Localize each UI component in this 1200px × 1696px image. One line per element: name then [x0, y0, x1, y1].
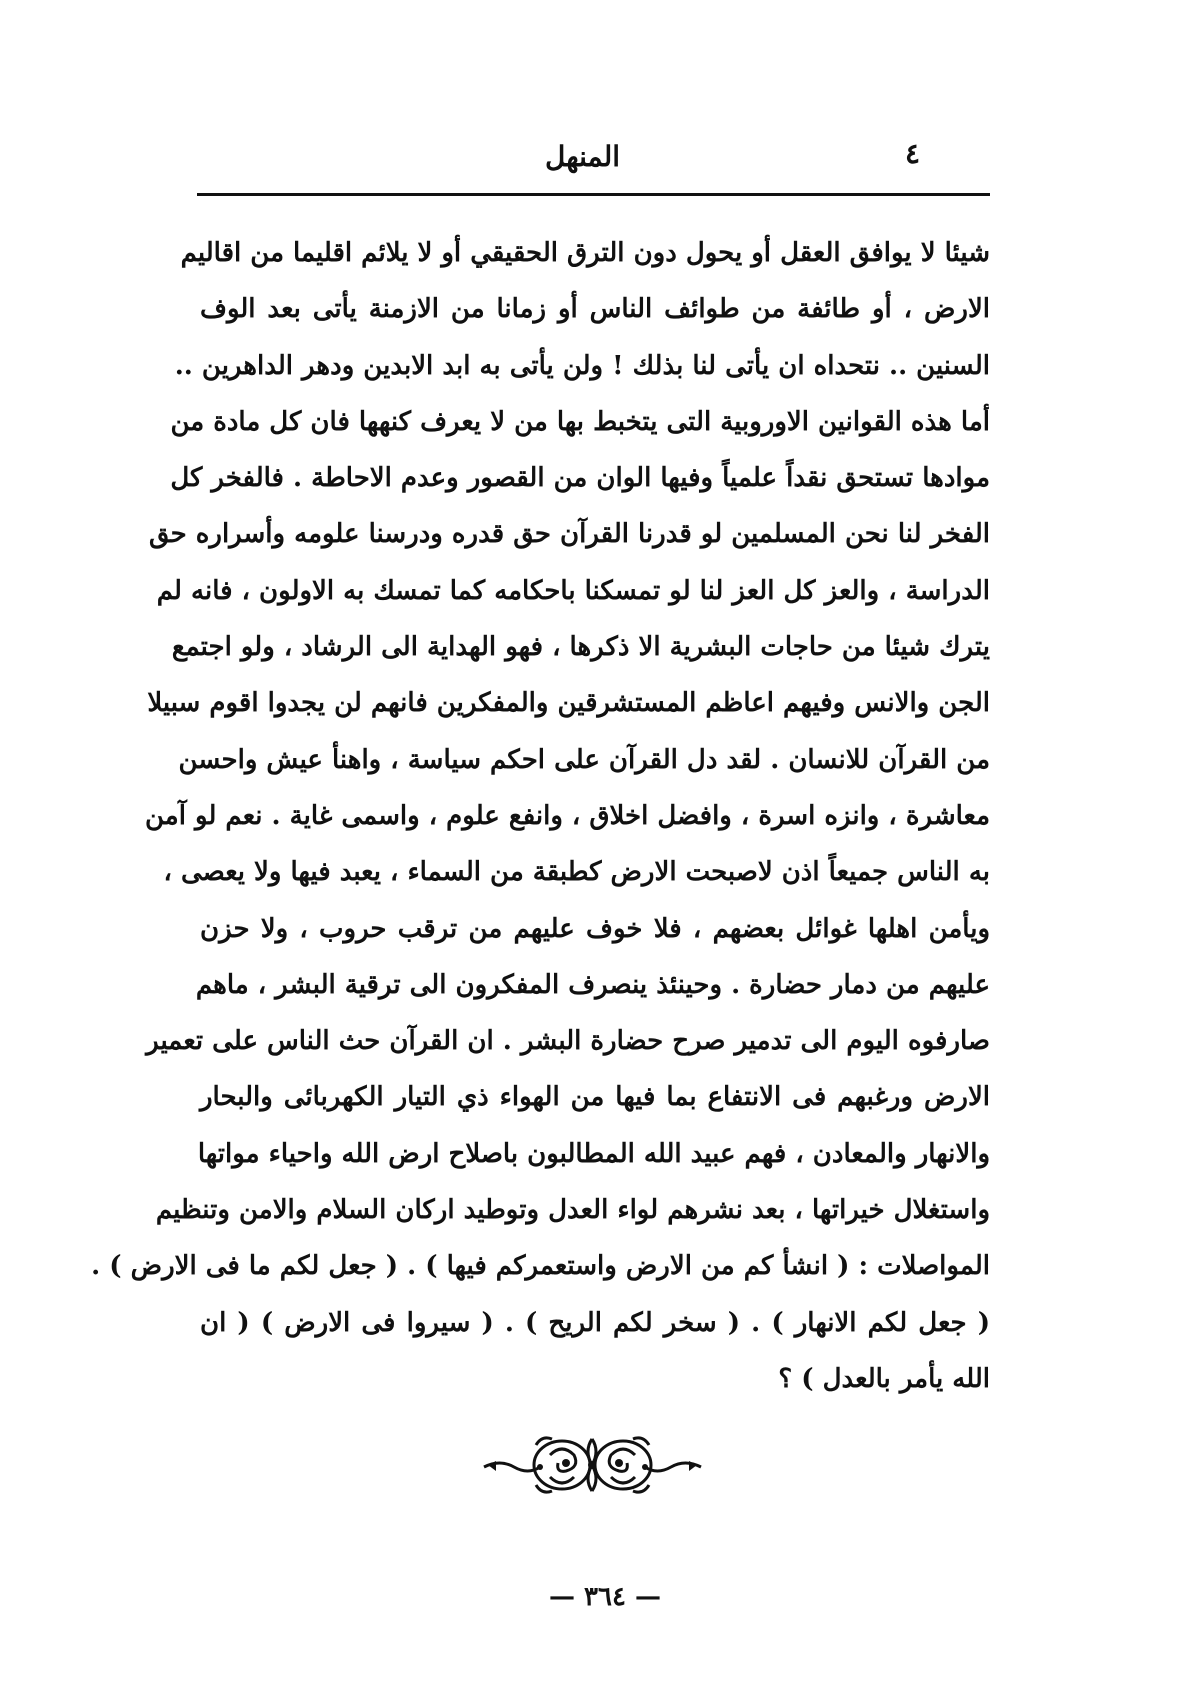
text-line: واستغلال خيراتها ، بعد نشرهم لواء العدل وتوطيد اركان السلام والامن وتنظيم [155, 1195, 990, 1226]
text-line: عليهم من دمار حضارة . وحينئذ ينصرف المفكرون الى ترقية البشر ، ماهم [195, 969, 990, 1000]
text-line: ( جعل لكم الانهار ) . ( سخر لكم الريح ) . ( سيروا فى الارض ) ( ان [200, 1307, 990, 1338]
text-line: من القرآن للانسان . لقد دل القرآن على احكم سياسة ، واهنأ عيش واحسن [178, 744, 990, 775]
text-line: أما هذه القوانين الاوروبية التى يتخبط بها من لا يعرف كنهها فان كل مادة من [170, 406, 990, 437]
text-line: معاشرة ، وانزه اسرة ، وافضل اخلاق ، وانفع علوم ، واسمى غاية . نعم لو آمن [145, 800, 990, 831]
ornamental-flourish-icon [480, 1425, 705, 1505]
text-line: به الناس جميعاً اذن لاصبحت الارض كطبقة من السماء ، يعبد فيها ولا يعصى ، [163, 857, 990, 888]
text-line: الارض ، أو طائفة من طوائف الناس أو زمانا من الازمنة يأتى بعد الوف [200, 294, 990, 325]
text-line: السنين .. نتحداه ان يأتى لنا بذلك ! ولن يأتى به ابد الابدين ودهر الداهرين .. [174, 350, 990, 381]
text-line: الدراسة ، والعز كل العز لنا لو تمسكنا باحكامه كما تمسك به الاولون ، فانه لم [156, 575, 990, 606]
text-line: يترك شيئا من حاجات البشرية الا ذكرها ، فهو الهداية الى الرشاد ، ولو اجتمع [171, 632, 990, 663]
text-line: الجن والانس وفيهم اعاظم المستشرقين والمفكرين فانهم لن يجدوا اقوم سبيلا [147, 688, 990, 719]
text-line: الله يأمر بالعدل ) ؟ [778, 1363, 990, 1394]
body-text [91, 225, 990, 1407]
text-line: موادها تستحق نقداً علمياً وفيها الوان من القصور وعدم الاحاطة . فالفخر كل [170, 463, 990, 494]
text-line: والانهار والمعادن ، فهم عبيد الله المطالبون باصلاح ارض الله واحياء مواتها [197, 1138, 990, 1169]
text-line: صارفوه اليوم الى تدمير صرح حضارة البشر . ان القرآن حث الناس على تعمير [146, 1026, 990, 1057]
text-line: شيئا لا يوافق العقل أو يحول دون الترق الحقيقي أو لا يلائم اقليما من اقاليم [180, 238, 990, 268]
text-line: الارض ورغبهم فى الانتفاع بما فيها من الهواء ذي التيار الكهربائى والبحار [200, 1082, 990, 1113]
text-line: الفخر لنا نحن المسلمين لو قدرنا القرآن حق قدره ودرسنا علومه وأسراره حق [148, 519, 990, 550]
header-rule [197, 193, 990, 196]
text-line: ويأمن اهلها غوائل بعضهم ، فلا خوف عليهم من ترقب حروب ، ولا حزن [200, 913, 990, 944]
page-number: ٤ [905, 137, 921, 170]
text-line: المواصلات : ( انشأ كم من الارض واستعمركم فيها ) . ( جعل لكم ما فى الارض ) . [91, 1251, 990, 1282]
page-folio: — ٣٦٤ — [548, 1582, 662, 1612]
journal-title: المنهل [545, 140, 621, 173]
